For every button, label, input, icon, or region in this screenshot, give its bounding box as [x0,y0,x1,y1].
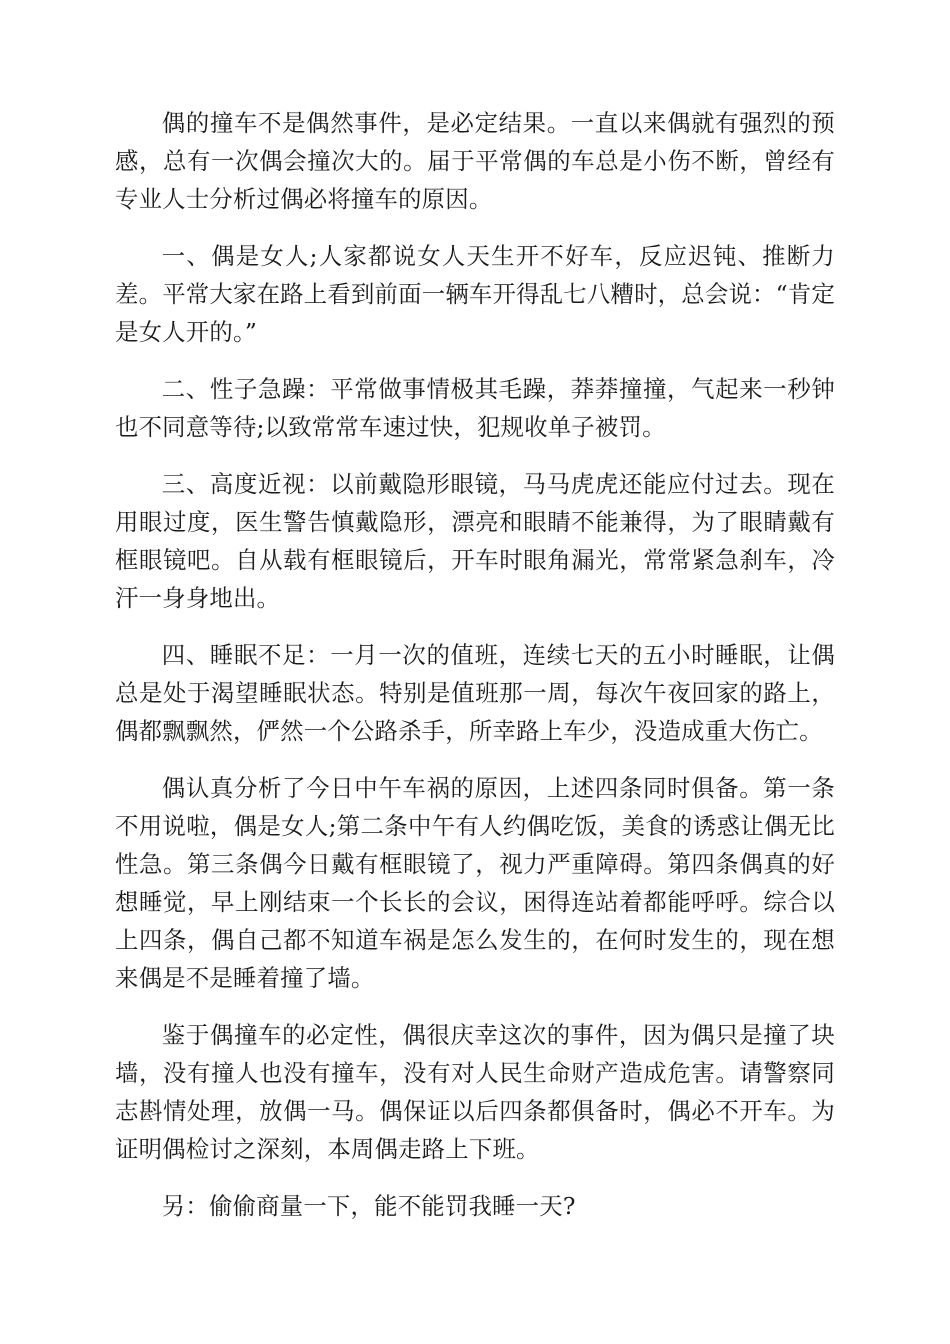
paragraph-analysis: 偶认真分析了今日中午车祸的原因，上述四条同时俱备。第一条不用说啦，偶是女人;第二条中午有人约偶吃饭，美食的诱惑让偶无比性急。第三条偶今日戴有框眼镜了，视力严重障碍。第四条偶真的好想睡觉，早上刚结束一个长长的会议，困得连站着都能呼呼。综合以上四条，偶自己都不知道车祸是怎么发生的，在何时发生的，现在想来偶是不是睡着撞了墙。 [115,774,835,992]
paragraph-intro: 偶的撞车不是偶然事件，是必定结果。一直以来偶就有强烈的预感，总有一次偶会撞次大的。届于平常偶的车总是小伤不断，曾经有专业人士分析过偶必将撞车的原因。 [115,109,835,213]
paragraph-reason-one: 一、偶是女人;人家都说女人天生开不好车，反应迟钝、推断力差。平常大家在路上看到前面一辆车开得乱七八糟时，总会说：“肯定是女人开的。” [115,242,835,346]
document-body [115,104,835,1244]
paragraph-conclusion: 鉴于偶撞车的必定性，偶很庆幸这次的事件，因为偶只是撞了块墙，没有撞人也没有撞车，没有对人民生命财产造成危害。请警察同志斟情处理，放偶一马。偶保证以后四条都俱备时，偶必不开车。为证明偶检讨之深刻，本周偶走路上下班。 [115,1021,835,1163]
paragraph-postscript: 另：偷偷商量一下，能不能罚我睡一天? [161,1192,576,1220]
paragraph-reason-four: 四、睡眠不足：一月一次的值班，连续七天的五小时睡眠，让偶总是处于渴望睡眠状态。特别是值班那一周，每次午夜回家的路上，偶都飘飘然，俨然一个公路杀手，所幸路上车少，没造成重大伤亡。 [115,641,835,745]
paragraph-reason-three: 三、高度近视：以前戴隐形眼镜，马马虎虎还能应付过去。现在用眼过度，医生警告慎戴隐形，漂亮和眼睛不能兼得，为了眼睛戴有框眼镜吧。自从载有框眼镜后，开车时眼角漏光，常常紧急刹车，冷汗一身身地出。 [115,470,835,612]
paragraph-reason-two: 二、性子急躁：平常做事情极其毛躁，莽莽撞撞，气起来一秒钟也不同意等待;以致常常车速过快，犯规收单子被罚。 [115,375,835,441]
